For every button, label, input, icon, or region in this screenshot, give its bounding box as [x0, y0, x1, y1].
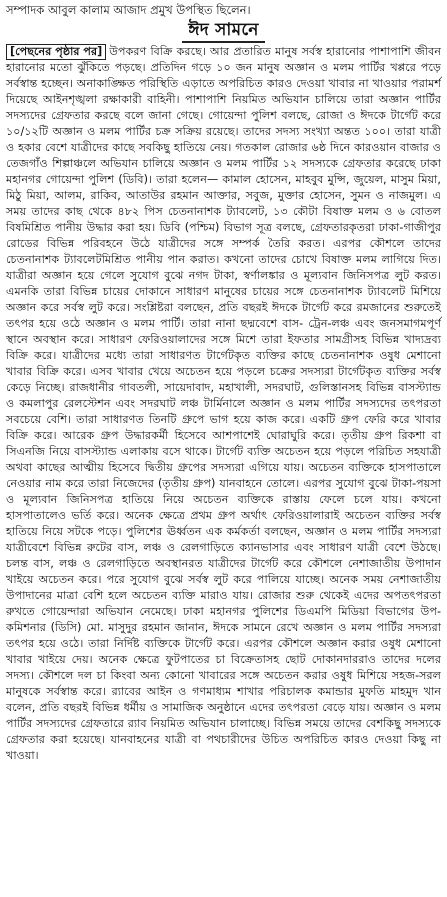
headline-container	[6, 20, 441, 42]
article-paragraph	[6, 44, 441, 764]
article-body	[6, 44, 441, 764]
continued-from-label: [পেছনের পৃষ্ঠার পর]	[6, 44, 106, 60]
paragraph-text: উপকরণ বিক্রি করছে। আর প্রতারিত মানুষ সর্বস্ব হারানোর পাশাপাশি জীবন হারানোর মতো ঝুঁকিতে পড়ছে। প্রতিদিন গড়ে ১০ জন মানুষ অজ্ঞান ও মলম পার্টির খপ্পরে পড়ে সর্বস্বান্ত হচ্ছেন। অনাকাঙ্ক্ষিত পরিস্থিতি এড়াতে অপরিচিত কারও দেওয়া খাবার না খাওয়ার পরামর্শ দিয়েছে আইনশৃঙ্খলা রক্ষাকারী বাহিনী। পাশাপাশি নিয়মিত অভিযান চালিয়ে তারা অজ্ঞান পার্টির সদস্যদের গ্রেফতার করছে বলে জানা গেছে। গোয়েন্দা পুলিশ বলছে, রোজা ও ঈদকে টার্গেট করে ১০/১২টি অজ্ঞান ও মলম পার্টির চক্র সক্রিয় রয়েছে। তাদের সদস্য সংখ্যা অন্তত ১০০। তারা যাত্রী ও হকার বেশে যাত্রীদের কাছে সবকিছু হাতিয়ে নেয়। গতকাল রোজার ৬ষ্ঠ দিনে কারওয়ান বাজার ও তেজগাঁও শিল্পাঞ্চলে অভিযান চালিয়ে অজ্ঞান ও মলম পার্টির ১২ সদস্যকে গ্রেফতার করেছে ঢাকা মহানগর গোয়েন্দা পুলিশ (ডিবি)। তারা হলেন— কামাল হোসেন, মাহবুব মুন্সি, জুয়েল, মাসুম মিয়া, মিঠু মিয়া, আলম, রাকিব, আতাউর রহমান আক্তার, সবুজ, মুক্তার হোসেন, সুমন ও নাজমুল। এ সময় তাদের কাছ থেকে ৪৮২ পিস চেতনানাশক ট্যাবলেট, ১৩ কৌটা বিষাক্ত মলম ও ৬ বোতল বিষমিশ্রিত পানীয় উদ্ধার করা হয়। ডিবি (পশ্চিম) বিভাগ সূত্র বলছে, গ্রেফতারকৃতরা ঢাকা-গাজীপুর রোডের বিভিন্ন পরিবহনে উঠে যাত্রীদের সঙ্গে সম্পর্ক তৈরি করত। এরপর কৌশলে তাদের চেতনানাশক ট্যাবলেটমিশ্রিত পানীয় পান করাত। কখনো তাদের চোখে বিষাক্ত মলম লাগিয়ে দিত। যাত্রীরা অজ্ঞান হয়ে গেলে সুযোগ বুঝে নগদ টাকা, স্বর্ণালঙ্কার ও মূল্যবান জিনিসপত্র লুট করত। এমনকি তারা বিভিন্ন চায়ের দোকানে সাধারণ মানুষের চায়ের সঙ্গে চেতনানাশক ট্যাবলেট মিশিয়ে অজ্ঞান করে সর্বস্ব লুট করে। সংশ্লিষ্টরা বলছেন, প্রতি বছরই ঈদকে টার্গেট করে রমজানের শুরুতেই তৎপর হয়ে ওঠে অজ্ঞান ও মলম পার্টি। তারা নানা ছদ্মবেশে বাস- ট্রেন-লঞ্চ এবং জনসমাগমপূর্ণ স্থানে অবস্থান করে। সাধারণ ফেরিওয়ালাদের সঙ্গে মিশে তারা ইফতার সামগ্রীসহ বিভিন্ন খাদ্যদ্রব্য বিক্রি করে। যাত্রীদের মধ্যে তারা সাধারণত টার্গেটকৃত ব্যক্তির কাছে চেতনানাশক ওষুধ মেশানো খাবার বিক্রি করে। এসব খাবার খেয়ে অচেতন হয়ে পড়লে চক্রের সদস্যরা টার্গেটকৃত ব্যক্তির সর্বস্ব কেড়ে নিচ্ছে। রাজধানীর গাবতলী, সায়েদাবাদ, মহাখালী, সদরঘাট, গুলিস্তানসহ বিভিন্ন বাসস্ট্যান্ড ও কমলাপুর রেলস্টেশন এবং সদরঘাট লঞ্চ টার্মিনালে অজ্ঞান ও মলম পার্টির সদস্যদের তৎপরতা সবচেয়ে বেশি। তারা সাধারণত তিনটি গ্রুপে ভাগ হয়ে কাজ করে। একটি গ্রুপ ফেরি করে খাবার বিক্রি করে। আরেক গ্রুপ উদ্ধারকর্মী হিসেবে আশপাশেই ঘোরাঘুরি করে। তৃতীয় গ্রুপ রিকশা বা সিএনজি নিয়ে বাসস্ট্যান্ড এলাকায় বসে থাকে। টার্গেট ব্যক্তি অচেতন হয়ে পড়লে পরিচিত সহযাত্রী অথবা কাছের আত্মীয় হিসেবে দ্বিতীয় গ্রুপের সদস্যরা এগিয়ে যায়। অচেতন ব্যক্তিকে হাসপাতালে নেওয়ার নাম করে তারা নিজেদের (তৃতীয় গ্রুপ) যানবাহনে তোলে। এরপর সুযোগ বুঝে টাকা-পয়সা ও মূল্যবান জিনিসপত্র হাতিয়ে নিয়ে অচেতন ব্যক্তিকে রাস্তায় ফেলে চলে যায়। কখনো হাসপাতালেও ভর্তি করে। অনেক ক্ষেত্রে প্রথম গ্রুপ অর্থাৎ ফেরিওয়ালারাই অচেতন ব্যক্তির সর্বস্ব হাতিয়ে নিয়ে সটকে পড়ে। পুলিশের ঊর্ধ্বতন এক কর্মকর্তা বলছেন, অজ্ঞান ও মলম পার্টির সদস্যরা যাত্রীবেশে বিভিন্ন রুটের বাস, লঞ্চ ও রেলগাড়িতে ক্যানভাসার এবং সাধারণ যাত্রী বেশে উঠছে। চলন্ত বাস, লঞ্চ ও রেলগাড়িতে অবস্থানরত যাত্রীদের টার্গেট করে কৌশলে নেশাজাতীয় উপাদান খাইয়ে অচেতন করে। পরে সুযোগ বুঝে সর্বস্ব লুট করে পালিয়ে যাচ্ছে। অনেক সময় নেশাজাতীয় উপাদানের মাত্রা বেশি হলে অচেতন ব্যক্তি মারাও যায়। রোজার শুরু থেকেই এদের অপতৎপরতা রুখতে গোয়েন্দারা অভিযান নেমেছে। ঢাকা মহানগর পুলিশের ডিএমপি মিডিয়া বিভাগের উপ-কমিশনার (ডিসি) মো. মাসুদুর রহমান জানান, ঈদকে সামনে রেখে অজ্ঞান ও মলম পার্টির সদস্যরা তৎপর হয়ে ওঠে। তারা নির্দিষ্ট ব্যক্তিকে টার্গেট করে। এরপর কৌশলে অজ্ঞান করার ওষুধ মেশানো খাবার খাইয়ে দেয়। অনেক ক্ষেত্রে ফুটপাতের চা বিক্রেতাসহ ছোট দোকানদাররাও তাদের দলের সদস্য। কৌশলে দল চা কিংবা অন্য কোনো খাবারের সঙ্গে অচেতন করার ওষুধ মিশিয়ে সহজ-সরল মানুষকে সর্বস্বান্ত করে। র‌্যাবের আইন ও গণমাধ্যম শাখার পরিচালক কমান্ডার মুফতি মাহমুদ খান বলেন, প্রতি বছরই বিভিন্ন ধর্মীয় ও সামাজিক অনুষ্ঠানে এদের তৎপরতা বেড়ে যায়। অজ্ঞান ও মলম পার্টির সদস্যদের গ্রেফতারে র‌্যাব নিয়মিত অভিযান চালাচ্ছে। বিভিন্ন সময়ে তাদের বেশকিছু সদস্যকে গ্রেফতার করা হয়েছে। যানবাহনের যাত্রী বা পথচারীদের উচিত অপরিচিত কারও দেওয়া কিছু না খাওয়া।	[6, 45, 441, 762]
previous-article-tail: সম্পাদক আবুল কালাম আজাদ প্রমুখ উপস্থিত ছিলেন।	[6, 3, 251, 17]
headline: ঈদ সামনে	[182, 20, 264, 43]
